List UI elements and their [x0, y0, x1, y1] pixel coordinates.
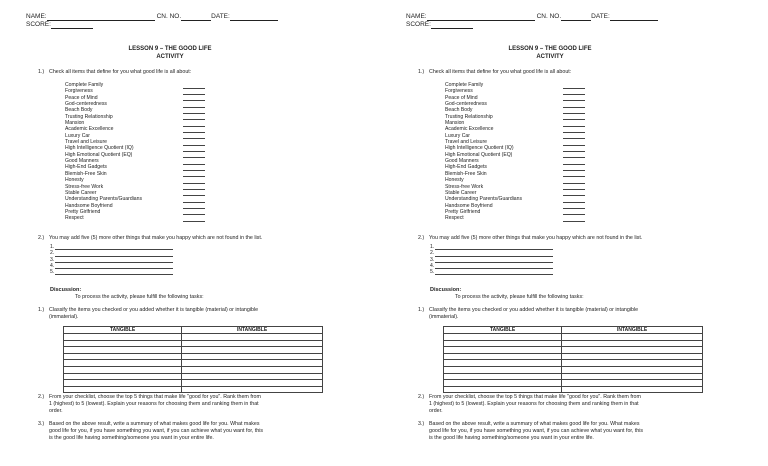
tangible-cell[interactable]: [444, 366, 562, 373]
intangible-header: INTANGIBLE: [182, 327, 323, 334]
additional-item-number: 4.: [430, 262, 435, 269]
checklist-item-label: Trusting Relationship: [65, 113, 113, 120]
task-line: From your checklist, choose the top 5 things that make life "good for you". Rank them from: [49, 394, 261, 400]
intangible-cell[interactable]: [182, 334, 323, 341]
checklist-item: [65, 215, 205, 221]
table-row: [64, 340, 323, 347]
checklist-item-label: High Emotional Quotient (EQ): [445, 151, 513, 158]
checklist-item-label: Peace of Mind: [445, 94, 478, 101]
intangible-cell[interactable]: [562, 340, 703, 347]
checklist-item-label: Trusting Relationship: [445, 113, 493, 120]
tangible-cell[interactable]: [64, 366, 182, 373]
name-field[interactable]: [47, 13, 155, 21]
question-text: You may add five (5) more other things that make you happy which are not found in the list.: [49, 235, 263, 241]
checklist-item-label: High-End Gadgets: [65, 164, 107, 171]
tangible-cell[interactable]: [444, 353, 562, 360]
checklist-item-label: Respect: [445, 215, 464, 222]
checklist-item-label: Pretty Girlfriend: [65, 208, 101, 215]
additional-item-field[interactable]: [435, 263, 553, 269]
task-line: Classify the items you checked or you added whether it is tangible (material) or intangible: [49, 307, 259, 313]
table-row: [64, 334, 323, 341]
table-row: [64, 360, 323, 367]
date-label: DATE:: [211, 13, 230, 20]
table-row: [64, 386, 323, 393]
question-number: 2.): [38, 235, 45, 241]
additional-item-row: [430, 244, 553, 250]
checkbox-blank[interactable]: [183, 215, 205, 222]
additional-item-field[interactable]: [55, 269, 173, 275]
additional-item-row: [50, 250, 173, 256]
cn-field[interactable]: [181, 13, 211, 21]
additional-item-number: 1.: [430, 244, 435, 250]
table-row: [64, 353, 323, 360]
lesson-title: LESSON 9 – THE GOOD LIFE: [128, 46, 212, 52]
checklist-item-label: Academic Excellence: [445, 126, 494, 133]
checklist-item-label: Beach Body: [445, 107, 473, 114]
checklist-item-label: Complete Family: [445, 82, 484, 88]
tangible-cell[interactable]: [444, 334, 562, 341]
checklist-item-label: Stress-free Work: [65, 183, 104, 190]
table-row: [444, 380, 703, 387]
additional-item-field[interactable]: [55, 263, 173, 269]
checklist-item-label: Complete Family: [65, 82, 104, 88]
additional-item-field[interactable]: [435, 257, 553, 263]
header-fields: [406, 13, 746, 29]
checklist-item-label: Luxury Car: [445, 132, 470, 139]
checklist-item-label: Pretty Girlfriend: [445, 208, 481, 215]
lesson-heading: [390, 45, 710, 61]
tangible-cell[interactable]: [64, 340, 182, 347]
checklist-item-label: Peace of Mind: [65, 94, 98, 101]
additional-item-field[interactable]: [435, 251, 553, 257]
checklist-item-label: Forgiveness: [65, 88, 93, 95]
table-row: [444, 386, 703, 393]
tangible-cell[interactable]: [64, 347, 182, 354]
checklist-item-label: God-centeredness: [65, 101, 107, 108]
tangible-cell[interactable]: [444, 386, 562, 393]
checklist-item-label: High-End Gadgets: [445, 164, 487, 171]
additional-item-row: [50, 257, 173, 263]
additional-item-field[interactable]: [55, 251, 173, 257]
tangible-cell[interactable]: [444, 380, 562, 387]
additional-items: [430, 244, 553, 275]
intangible-cell[interactable]: [182, 360, 323, 367]
intangible-cell[interactable]: [562, 334, 703, 341]
checklist-item-label: High Emotional Quotient (EQ): [65, 151, 133, 158]
additional-item-number: 2.: [430, 250, 435, 257]
question-text: Check all items that define for you what good life is all about:: [429, 69, 572, 75]
cn-field[interactable]: [561, 13, 591, 21]
checklist-item-label: Handsome Boyfriend: [65, 202, 113, 209]
task-2: [418, 394, 708, 415]
question-2: [38, 235, 262, 242]
table-row: [444, 347, 703, 354]
table-row: [444, 373, 703, 380]
additional-item-row: [430, 269, 553, 275]
additional-item-row: [50, 263, 173, 269]
tangible-cell[interactable]: [64, 360, 182, 367]
checklist-item-label: Stress-free Work: [445, 183, 484, 190]
additional-item-number: 3.: [430, 256, 435, 263]
intangible-cell[interactable]: [562, 347, 703, 354]
checklist-item-label: Understanding Parents/Guardians: [445, 196, 523, 203]
intangible-cell[interactable]: [182, 366, 323, 373]
additional-items: [50, 244, 173, 275]
question-text: Check all items that define for you what good life is all about:: [49, 69, 192, 75]
question-text: You may add five (5) more other things that make you happy which are not found in the list.: [429, 235, 643, 241]
task-line: Classify the items you checked or you added whether it is tangible (material) or intangible: [429, 307, 639, 313]
table-row: [444, 366, 703, 373]
task-line: (immaterial).: [429, 314, 459, 320]
intangible-header: INTANGIBLE: [562, 327, 703, 334]
additional-item-number: 5.: [430, 269, 435, 276]
additional-item-row: [430, 250, 553, 256]
discussion-heading: Discussion:: [430, 287, 462, 293]
additional-item-row: [430, 257, 553, 263]
tangible-cell[interactable]: [444, 340, 562, 347]
table-row: [64, 366, 323, 373]
header-fields: [26, 13, 366, 29]
tangible-header: TANGIBLE: [444, 327, 562, 334]
score-field[interactable]: [51, 21, 93, 29]
additional-item-field[interactable]: [435, 244, 553, 250]
checklist: [65, 82, 205, 222]
lesson-heading: [10, 45, 330, 61]
task-number: 1.): [38, 307, 45, 313]
tangible-header: TANGIBLE: [64, 327, 182, 334]
checklist-item-label: Stable Career: [445, 189, 477, 196]
additional-item-field[interactable]: [55, 244, 173, 250]
intangible-cell[interactable]: [182, 380, 323, 387]
table-row: [444, 334, 703, 341]
checklist-item-label: Honesty: [65, 177, 84, 184]
tangible-cell[interactable]: [64, 386, 182, 393]
name-label: NAME:: [406, 13, 427, 20]
checklist-item-label: Good Manners: [65, 158, 99, 165]
checklist-item-label: Mansion: [445, 120, 465, 127]
checklist-item-label: Honesty: [445, 177, 464, 184]
table-row: [444, 360, 703, 367]
task-line: good life for you, if you have something you want, if you can achieve what you want for, this: [429, 428, 644, 434]
task-1: [418, 307, 708, 321]
table-row: [444, 353, 703, 360]
additional-item-row: [50, 244, 173, 250]
additional-item-field[interactable]: [435, 269, 553, 275]
tangible-cell[interactable]: [64, 334, 182, 341]
activity-title: ACTIVITY: [536, 54, 564, 60]
checklist-item-label: Stable Career: [65, 189, 97, 196]
task-line: order.: [429, 408, 443, 414]
checklist-item-label: Blemish-Free Skin: [65, 170, 107, 177]
date-label: DATE:: [591, 13, 610, 20]
intangible-cell[interactable]: [182, 386, 323, 393]
additional-item-number: 5.: [50, 269, 55, 276]
intangible-cell[interactable]: [182, 340, 323, 347]
tangible-cell[interactable]: [444, 347, 562, 354]
question-1: [38, 69, 191, 76]
checklist-item-label: Mansion: [65, 120, 85, 127]
checklist-item-label: Luxury Car: [65, 132, 90, 139]
intangible-cell[interactable]: [562, 366, 703, 373]
intangible-cell[interactable]: [562, 353, 703, 360]
checklist-item-label: Good Manners: [445, 158, 479, 165]
intangible-cell[interactable]: [562, 380, 703, 387]
task-line: is the good life having something/someone you want in your entire life.: [49, 435, 214, 441]
task-line: 1 (highest) to 5 (lowest). Explain your reasons for choosing them and ranking them in that: [49, 401, 259, 407]
task-line: Based on the above result, write a summary of what makes good life for you. What makes: [429, 421, 640, 427]
intangible-cell[interactable]: [562, 386, 703, 393]
discussion-instruction: To process the activity, please fulfill the following tasks:: [455, 294, 584, 300]
table-row: [444, 340, 703, 347]
task-line: 1 (highest) to 5 (lowest). Explain your reasons for choosing them and ranking them in that: [429, 401, 639, 407]
score-label: SCORE:: [26, 21, 51, 28]
question-number: 1.): [418, 69, 425, 75]
cn-label: CN. NO.: [156, 13, 182, 20]
additional-item-number: 1.: [50, 244, 55, 250]
tangible-cell[interactable]: [64, 353, 182, 360]
name-label: NAME:: [26, 13, 47, 20]
classification-table: [63, 326, 323, 393]
lesson-title: LESSON 9 – THE GOOD LIFE: [508, 46, 592, 52]
tangible-cell[interactable]: [444, 360, 562, 367]
intangible-cell[interactable]: [182, 373, 323, 380]
date-field[interactable]: [230, 13, 278, 21]
worksheet-page-right: [390, 0, 760, 466]
task-line: is the good life having something/someone you want in your entire life.: [429, 435, 594, 441]
table-row: [64, 347, 323, 354]
tangible-cell[interactable]: [444, 373, 562, 380]
checklist-item-label: Travel and Leisure: [445, 139, 487, 146]
cn-label: CN. NO.: [536, 13, 562, 20]
score-field[interactable]: [431, 21, 473, 29]
task-number: 2.): [38, 394, 45, 400]
task-line: Based on the above result, write a summary of what makes good life for you. What makes: [49, 421, 260, 427]
tangible-cell[interactable]: [64, 373, 182, 380]
additional-item-row: [50, 269, 173, 275]
checkbox-blank[interactable]: [563, 215, 585, 222]
task-1: [38, 307, 328, 321]
question-2: [418, 235, 642, 242]
intangible-cell[interactable]: [562, 360, 703, 367]
additional-item-number: 2.: [50, 250, 55, 257]
checklist-item: [445, 215, 585, 221]
additional-item-field[interactable]: [55, 257, 173, 263]
task-3: [38, 421, 328, 442]
checklist-item-label: Respect: [65, 215, 84, 222]
table-row: [64, 373, 323, 380]
task-2: [38, 394, 328, 415]
checklist-item-label: Academic Excellence: [65, 126, 114, 133]
table-row: [64, 380, 323, 387]
worksheet-page-left: [10, 0, 380, 466]
checklist-item-label: High Intelligence Quotient (IQ): [65, 145, 134, 152]
task-number: 3.): [418, 421, 425, 427]
checklist-item-label: God-centeredness: [445, 101, 487, 108]
question-1: [418, 69, 571, 76]
task-line: good life for you, if you have something you want, if you can achieve what you want for, this: [49, 428, 264, 434]
task-line: (immaterial).: [49, 314, 79, 320]
name-field[interactable]: [427, 13, 535, 21]
intangible-cell[interactable]: [182, 353, 323, 360]
task-3: [418, 421, 708, 442]
task-number: 3.): [38, 421, 45, 427]
classification-table: [443, 326, 703, 393]
discussion-instruction: To process the activity, please fulfill the following tasks:: [75, 294, 204, 300]
additional-item-row: [430, 263, 553, 269]
checklist-item-label: High Intelligence Quotient (IQ): [445, 145, 514, 152]
intangible-cell[interactable]: [562, 373, 703, 380]
activity-title: ACTIVITY: [156, 54, 184, 60]
discussion-heading: Discussion:: [50, 287, 82, 293]
checklist-item-label: Blemish-Free Skin: [445, 170, 487, 177]
task-line: order.: [49, 408, 63, 414]
additional-item-number: 3.: [50, 256, 55, 263]
tangible-cell[interactable]: [64, 380, 182, 387]
score-label: SCORE:: [406, 21, 431, 28]
checklist: [445, 82, 585, 222]
checklist-item-label: Beach Body: [65, 107, 93, 114]
task-line: From your checklist, choose the top 5 things that make life "good for you". Rank them from: [429, 394, 641, 400]
question-number: 2.): [418, 235, 425, 241]
checklist-item-label: Forgiveness: [445, 88, 473, 95]
checklist-item-label: Travel and Leisure: [65, 139, 107, 146]
checklist-item-label: Handsome Boyfriend: [445, 202, 493, 209]
task-number: 2.): [418, 394, 425, 400]
question-number: 1.): [38, 69, 45, 75]
intangible-cell[interactable]: [182, 347, 323, 354]
additional-item-number: 4.: [50, 262, 55, 269]
date-field[interactable]: [610, 13, 658, 21]
task-number: 1.): [418, 307, 425, 313]
checklist-item-label: Understanding Parents/Guardians: [65, 196, 143, 203]
